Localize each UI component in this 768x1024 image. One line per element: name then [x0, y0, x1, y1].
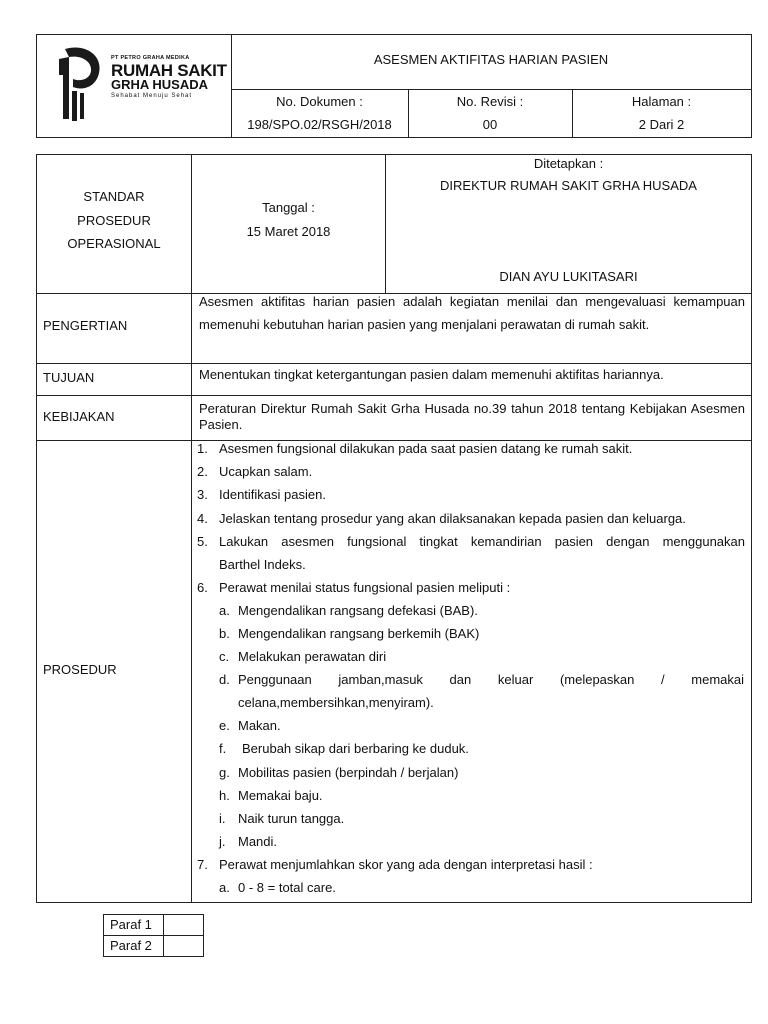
hospital-name-line1: RUMAH SAKIT	[111, 61, 227, 80]
list-item: Asesmen fungsional dilakukan pada saat pasien datang ke rumah sakit.	[219, 441, 633, 456]
sub-item-continuation: celana,membersihkan,menyiram).	[238, 695, 434, 710]
sub-letter: c.	[219, 649, 230, 664]
list-number: 3.	[197, 487, 208, 502]
tujuan-text: Menentukan tingkat ketergantungan pasien dalam memenuhi aktifitas hariannya.	[199, 367, 664, 382]
sub-item: Makan.	[238, 718, 281, 733]
list-item: Perawat menjumlahkan skor yang ada dengan interpretasi hasil :	[219, 857, 593, 872]
kebijakan-text: Peraturan Direktur Rumah Sakit Grha Husada no.39 tahun 2018 tentang Kebijakan Asesmen Pasien.	[199, 401, 745, 432]
revision-value: 00	[482, 117, 498, 132]
date-value: 15 Maret 2018	[246, 224, 331, 239]
sub-item: Mengendalikan rangsang berkemih (BAK)	[238, 626, 480, 641]
hospital-name-line2: GRHA HUSADA	[111, 77, 209, 92]
sop-title-line3: OPERASIONAL	[67, 236, 161, 251]
sub-letter: j.	[219, 834, 226, 849]
paraf-table	[103, 914, 204, 957]
list-item: Lakukan asesmen fungsional tingkat kemandirian pasien dengan menggunakan	[219, 534, 745, 549]
meta-row	[231, 89, 751, 137]
list-number: 6.	[197, 580, 208, 595]
list-number: 4.	[197, 511, 208, 526]
list-item: Identifikasi pasien.	[219, 487, 326, 502]
prosedur-label: PROSEDUR	[43, 662, 117, 677]
sub-letter: a.	[219, 880, 230, 895]
sub-item: Melakukan perawatan diri	[238, 649, 387, 664]
column-divider	[191, 155, 192, 902]
sop-title-line2: PROSEDUR	[77, 213, 151, 228]
paraf-1-label: Paraf 1	[110, 917, 152, 932]
page-cell	[572, 89, 751, 137]
sub-item: Naik turun tangga.	[238, 811, 345, 826]
list-number: 1.	[197, 441, 208, 456]
sub-item: Mandi.	[238, 834, 278, 849]
list-number: 7.	[197, 857, 208, 872]
set-label: Ditetapkan :	[533, 156, 604, 171]
sub-item: Memakai baju.	[238, 788, 323, 803]
row-divider	[37, 363, 751, 364]
doc-number-cell	[231, 89, 409, 137]
logo-cell	[37, 35, 232, 137]
title-row	[231, 35, 751, 90]
paraf-2-field[interactable]	[164, 936, 203, 956]
list-item-continuation: Barthel Indeks.	[219, 557, 306, 572]
document-title: ASESMEN AKTIFITAS HARIAN PASIEN	[373, 52, 609, 67]
list-number: 5.	[197, 534, 208, 549]
paraf-1-field[interactable]	[164, 915, 203, 935]
list-item: Perawat menilai status fungsional pasien meliputi :	[219, 580, 511, 595]
kebijakan-label: KEBIJAKAN	[43, 409, 115, 424]
sop-title-line1: STANDAR	[83, 189, 145, 204]
sub-letter: f.	[219, 741, 227, 756]
list-number: 2.	[197, 464, 208, 479]
revision-cell	[408, 89, 573, 137]
doc-number-value: 198/SPO.02/RSGH/2018	[247, 117, 392, 132]
sub-item: Mobilitas pasien (berpindah / berjalan)	[238, 765, 459, 780]
company-name: PT PETRO GRAHA MEDIKA	[111, 55, 190, 61]
sub-letter: d.	[219, 672, 230, 687]
tujuan-label: TUJUAN	[43, 370, 95, 385]
hospital-tagline: Sehabat Menuju Sehat	[111, 93, 193, 99]
sub-item: Berubah sikap dari berbaring ke duduk.	[242, 741, 469, 756]
list-item: Jelaskan tentang prosedur yang akan dilaksanakan kepada pasien dan keluarga.	[219, 511, 686, 526]
signer-name: DIAN AYU LUKITASARI	[499, 269, 638, 284]
sub-letter: e.	[219, 718, 230, 733]
doc-number-label: No. Dokumen :	[276, 94, 363, 109]
sub-letter: b.	[219, 626, 230, 641]
pengertian-text: Asesmen aktifitas harian pasien adalah kegiatan menilai dan mengevaluasi kemampuan memenuhi kebutuhan harian pasien yang menjalani perawatan di rumah sakit.	[199, 294, 745, 332]
sub-letter: g.	[219, 765, 230, 780]
sub-letter: i.	[219, 811, 226, 826]
pengertian-label: PENGERTIAN	[43, 318, 128, 333]
hospital-logo-icon	[55, 45, 103, 125]
sub-letter: h.	[219, 788, 230, 803]
sop-table	[36, 154, 752, 903]
revision-label: No. Revisi :	[456, 94, 524, 109]
document-header	[36, 34, 752, 138]
list-item: Ucapkan salam.	[219, 464, 313, 479]
director-title: DIREKTUR RUMAH SAKIT GRHA HUSADA	[440, 178, 697, 193]
row-divider	[37, 395, 751, 396]
paraf-2-label: Paraf 2	[110, 938, 152, 953]
sub-letter: a.	[219, 603, 230, 618]
sub-item: 0 - 8 = total care.	[238, 880, 336, 895]
page-label: Halaman :	[631, 94, 692, 109]
sub-item: Mengendalikan rangsang defekasi (BAB).	[238, 603, 478, 618]
page-value: 2 Dari 2	[638, 117, 685, 132]
sub-item: Penggunaan jamban,masuk dan keluar (melepaskan / memakai	[238, 672, 744, 687]
date-label: Tanggal :	[262, 200, 315, 215]
